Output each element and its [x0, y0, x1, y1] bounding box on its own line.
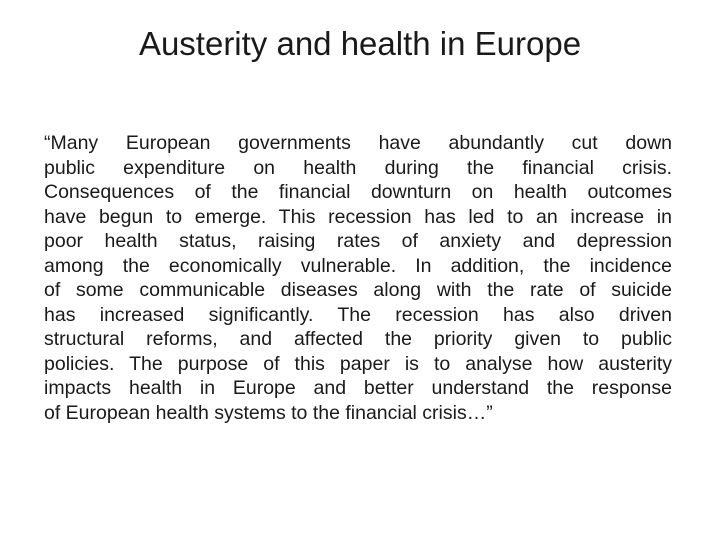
quote-line: has increased significantly. The recession has also driven	[44, 303, 672, 326]
quote-line: structural reforms, and affected the priority given to public	[44, 328, 672, 350]
slide-title: Austerity and health in Europe	[138, 25, 582, 62]
quote-line: impacts health in Europe and better understand the response	[44, 377, 672, 399]
quote-line: policies. The purpose of this paper is to analyse how austerity	[44, 352, 672, 375]
quote-body	[44, 131, 672, 425]
quote-line: Consequences of the financial downturn on health outcomes	[44, 181, 672, 203]
quote-line: of some communicable diseases along with the rate of suicide	[44, 279, 672, 301]
quote-line: “Many European governments have abundantly cut down	[44, 132, 672, 154]
quote-line: among the economically vulnerable. In addition, the incidence	[44, 254, 672, 277]
quote-line: public expenditure on health during the financial crisis.	[44, 156, 672, 179]
quote-line: of European health systems to the financial crisis…”	[44, 401, 493, 424]
quote-line: poor health status, raising rates of anxiety and depression	[44, 230, 672, 252]
quote-line: have begun to emerge. This recession has led to an increase in	[44, 205, 672, 228]
